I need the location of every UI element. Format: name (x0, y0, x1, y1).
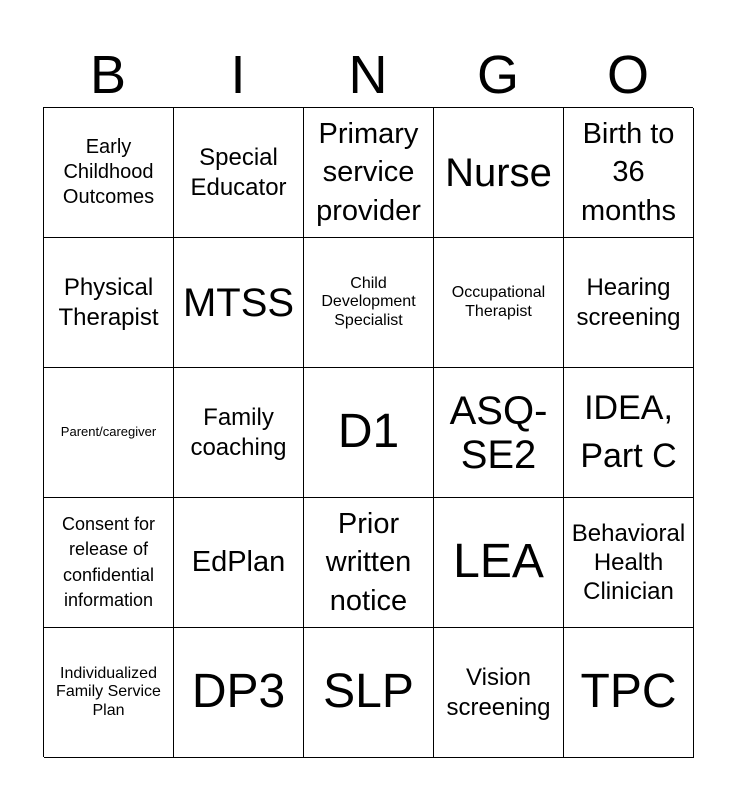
bingo-cell[interactable] (564, 498, 694, 628)
bingo-cell[interactable] (174, 108, 304, 238)
bingo-cell[interactable] (304, 108, 434, 238)
bingo-cell[interactable] (44, 628, 174, 758)
bingo-header (43, 42, 693, 108)
cell-text: Behavioral Health Clinician (571, 519, 686, 606)
cell-text: EdPlan (191, 546, 286, 579)
cell-text: LEA (453, 535, 544, 589)
cell-text: Parent/caregiver (60, 424, 157, 440)
cell-text: Child Development Specialist (321, 274, 416, 329)
cell-text: Nurse (445, 150, 552, 195)
bingo-cell[interactable] (44, 108, 174, 238)
bingo-cell[interactable] (564, 238, 694, 368)
header-letter-n: N (348, 45, 388, 105)
cell-text: Occupational Therapist (451, 284, 546, 320)
header-letter-g: G (476, 45, 519, 105)
bingo-cell[interactable] (304, 498, 434, 628)
bingo-cell[interactable] (174, 368, 304, 498)
cell-text: Individualized Family Service Plan (56, 664, 161, 719)
bingo-cell[interactable] (304, 628, 434, 758)
cell-text: Special Educator (190, 144, 287, 201)
cell-text: Family coaching (190, 404, 287, 461)
bingo-cell[interactable] (44, 238, 174, 368)
cell-text: Vision screening (446, 664, 551, 721)
bingo-cell[interactable] (434, 368, 564, 498)
cell-text: Hearing screening (576, 274, 681, 331)
bingo-cell[interactable] (564, 368, 694, 498)
bingo-cell[interactable] (304, 238, 434, 368)
bingo-cell[interactable] (44, 498, 174, 628)
bingo-cell[interactable] (304, 368, 434, 498)
cell-text: TPC (580, 665, 677, 719)
cell-text: Prior written notice (325, 508, 412, 617)
bingo-cell[interactable] (44, 368, 174, 498)
bingo-cell[interactable] (434, 238, 564, 368)
header-letter-i: I (230, 45, 246, 105)
cell-text: Primary service provider (316, 118, 421, 227)
cell-text: Early Childhood Outcomes (62, 136, 155, 208)
bingo-cell[interactable] (434, 628, 564, 758)
bingo-cell[interactable] (174, 498, 304, 628)
bingo-board (43, 107, 693, 757)
bingo-cell[interactable] (174, 238, 304, 368)
cell-text: Birth to 36 months (580, 118, 677, 227)
cell-text: D1 (337, 405, 400, 459)
bingo-cell[interactable] (564, 108, 694, 238)
cell-text: IDEA, Part C (580, 388, 677, 475)
cell-text: DP3 (191, 665, 286, 719)
bingo-cell[interactable] (434, 108, 564, 238)
bingo-cell[interactable] (174, 628, 304, 758)
cell-text: Physical Therapist (58, 274, 159, 331)
header-letter-b: B (89, 45, 127, 105)
header-letter-o: O (606, 45, 649, 105)
bingo-cell[interactable] (564, 628, 694, 758)
cell-text: SLP (323, 665, 414, 719)
cell-text: ASQ-SE2 (449, 388, 548, 477)
cell-text: MTSS (182, 280, 295, 325)
bingo-cell[interactable] (434, 498, 564, 628)
cell-text: Consent for release of confidential information (61, 514, 156, 610)
